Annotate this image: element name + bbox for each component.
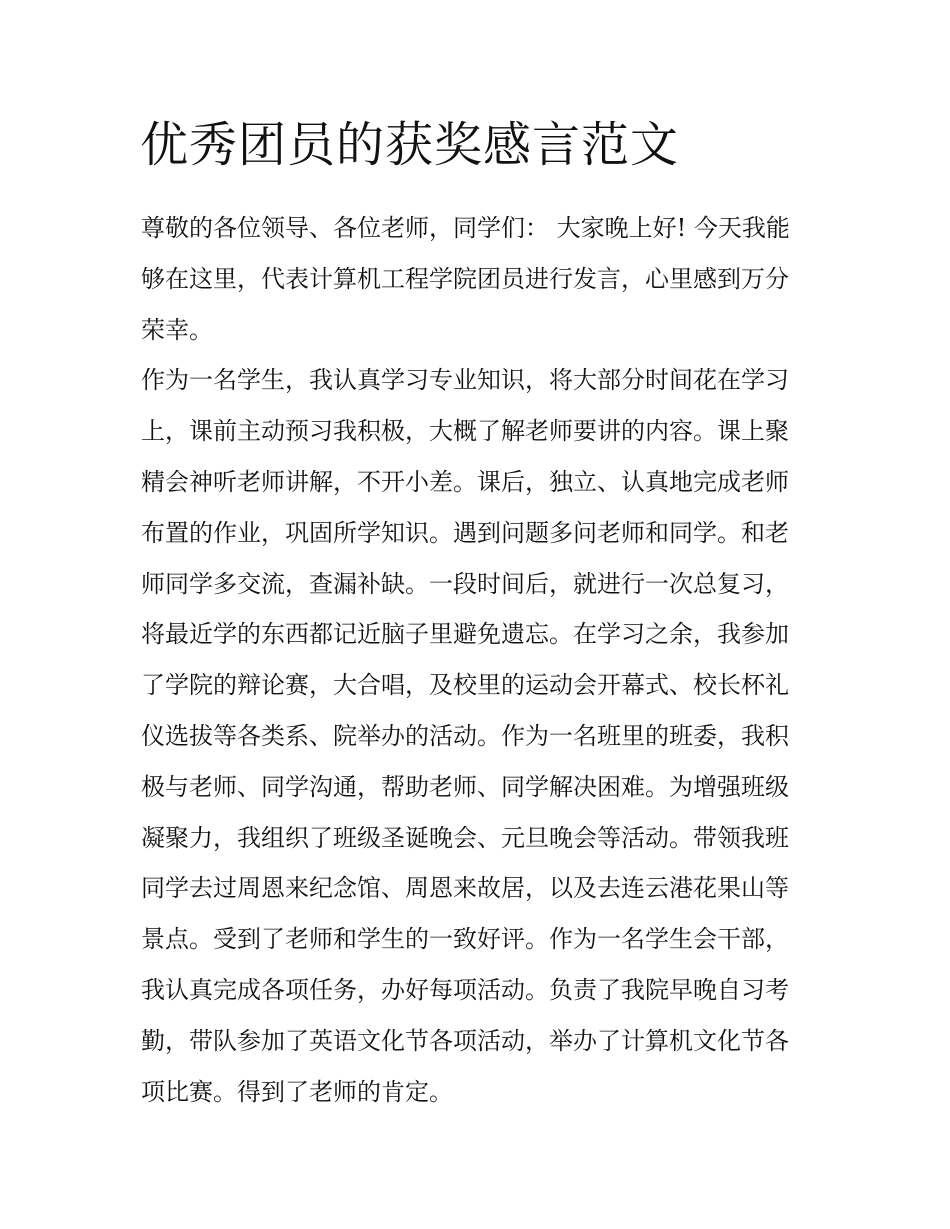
text-line: 尊敬的各位领导、各位老师，同学们： 大家晚上好! 今天我能 <box>141 214 790 242</box>
document-title: 优秀团员的获奖感言范文 <box>140 117 680 173</box>
text-line: 景点。受到了老师和学生的一致好评。作为一名学生会干部， <box>141 925 789 954</box>
text-line: 我认真完成各项任务，办好每项活动。负责了我院早晚自习考 <box>141 975 789 1004</box>
text-line: 精会神听老师讲解，不开小差。课后，独立、认真地完成老师 <box>141 467 789 496</box>
text-line: 布置的作业，巩固所学知识。遇到问题多问老师和同学。和老 <box>141 518 789 547</box>
text-line: 同学去过周恩来纪念馆、周恩来故居，以及去连云港花果山等 <box>141 874 789 903</box>
text-line: 项比赛。得到了老师的肯定。 <box>141 1077 453 1106</box>
text-line: 够在这里，代表计算机工程学院团员进行发言，心里感到万分 <box>141 264 789 293</box>
document-body <box>141 203 821 1117</box>
text-line: 凝聚力，我组织了班级圣诞晚会、元旦晚会等活动。带领我班 <box>141 823 789 852</box>
text-line: 荣幸。 <box>141 315 213 344</box>
text-line: 作为一名学生，我认真学习专业知识，将大部分时间花在学习 <box>141 366 789 395</box>
paragraph <box>141 355 821 1117</box>
text-line: 了学院的辩论赛，大合唱，及校里的运动会开幕式、校长杯礼 <box>141 671 789 700</box>
text-line: 上，课前主动预习我积极，大概了解老师要讲的内容。课上聚 <box>141 417 789 446</box>
paragraph <box>141 203 821 355</box>
text-line: 勤，带队参加了英语文化节各项活动，举办了计算机文化节各 <box>141 1026 789 1055</box>
text-line: 师同学多交流，查漏补缺。一段时间后，就进行一次总复习， <box>141 569 789 598</box>
text-line: 仪选拔等各类系、院举办的活动。作为一名班里的班委，我积 <box>141 721 789 750</box>
text-line: 极与老师、同学沟通，帮助老师、同学解决困难。为增强班级 <box>141 772 789 801</box>
text-line: 将最近学的东西都记近脑子里避免遗忘。在学习之余，我参加 <box>141 620 789 649</box>
